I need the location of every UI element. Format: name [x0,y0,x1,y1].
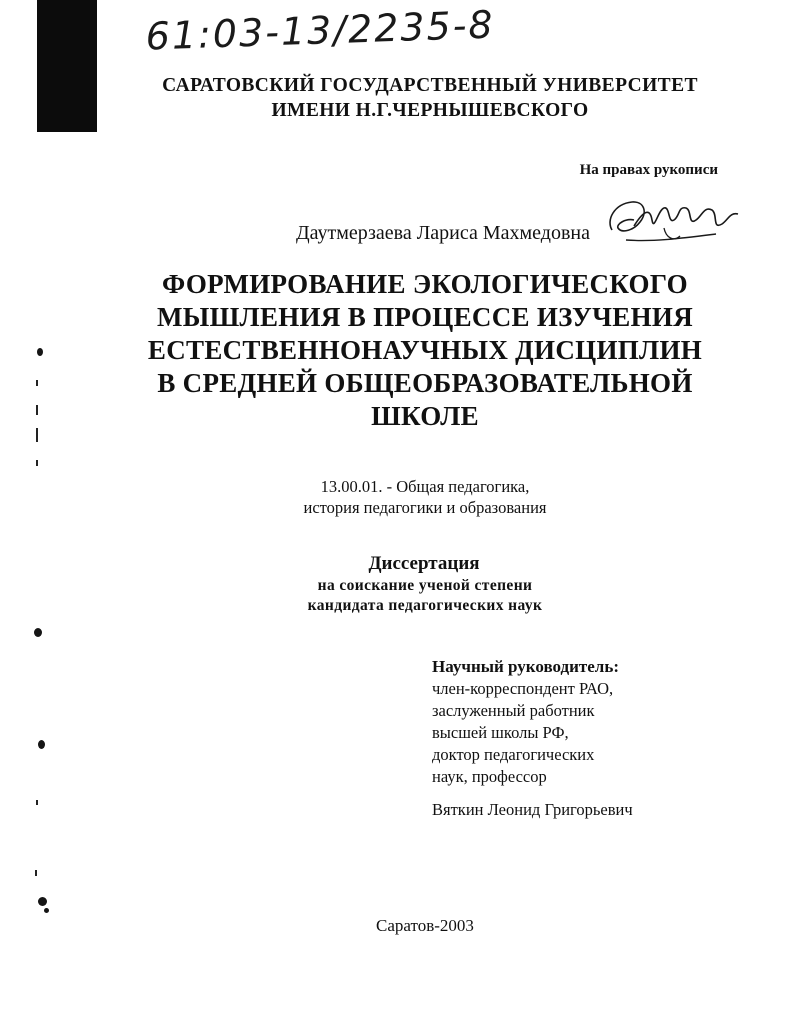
author-signature [604,190,744,260]
manuscript-rights-note: На правах рукописи [579,162,718,178]
title-line: ЕСТЕСТВЕННОНАУЧНЫХ ДИСЦИПЛИН [147,335,703,365]
supervisor-credential: наук, профессор [432,767,547,786]
university-name: САРАТОВСКИЙ ГОСУДАРСТВЕННЫЙ УНИВЕРСИТЕТ [162,75,698,96]
degree-line: на соискание ученой степени [317,577,533,594]
scan-speck [36,460,38,466]
supervisor-name: Вяткин Леонид Григорьевич [432,800,633,819]
scan-speck [38,897,47,906]
specialty-line: история педагогики и образования [303,498,547,517]
scan-speck [36,380,38,386]
title-line: ФОРМИРОВАНИЕ ЭКОЛОГИЧЕСКОГО [162,269,688,299]
scan-speck [36,800,38,805]
supervisor-credential: высшей школы РФ, [432,723,569,742]
dissertation-title [100,268,750,433]
scan-speck [37,348,43,356]
title-line: МЫШЛЕНИЯ В ПРОЦЕССЕ ИЗУЧЕНИЯ [156,302,693,332]
supervisor-credential: доктор педагогических [432,745,595,764]
scan-speck [36,405,38,415]
supervisor-credential: член-корреспондент РАО, [432,679,614,698]
specialty-line: 13.00.01. - Общая педагогика, [320,477,530,496]
document-type: Диссертация [368,553,480,574]
specialty-code [230,476,620,518]
supervisor-heading: Научный руководитель: [432,657,619,676]
title-line: ШКОЛЕ [371,401,479,431]
title-line: В СРЕДНЕЙ ОБЩЕОБРАЗОВАТЕЛЬНОЙ [157,368,693,398]
scan-speck [38,740,45,749]
scan-edge-shadow [37,0,97,132]
degree-line: кандидата педагогических наук [307,597,543,614]
university-name-line2: ИМЕНИ Н.Г.ЧЕРНЫШЕВСКОГО [271,100,589,121]
handwritten-catalog-number: 61:03-13/2235-8 [144,2,496,59]
supervisor-block [432,656,752,788]
supervisor-credential: заслуженный работник [432,701,595,720]
scan-speck [36,428,38,442]
scan-speck [35,870,37,876]
city-year: Саратов-2003 [376,916,474,935]
scan-speck [34,628,42,637]
author-name: Даутмерзаева Лариса Махмедовна [295,222,590,244]
scan-speck [44,908,49,913]
